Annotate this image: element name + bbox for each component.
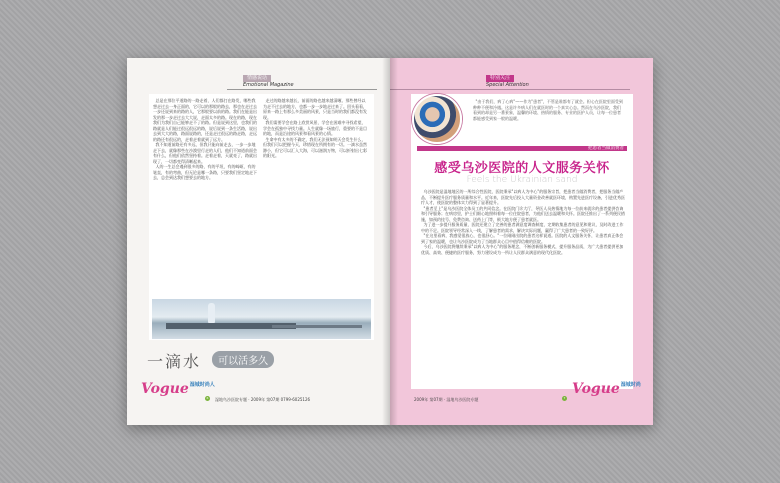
right-section-en: Special Attention — [486, 82, 529, 88]
article-headline-en: Feels the Ukrainian sand — [466, 175, 578, 185]
left-footer: 湿地鸟沙医院专题 · 2009年 第07期 0799-6025126 — [215, 397, 311, 402]
figure-shape — [208, 303, 215, 323]
left-section-tag: 情感说话 — [243, 75, 271, 82]
left-article-panel — [149, 94, 374, 340]
title-sub: 可以活多久 — [212, 351, 274, 368]
left-article-col1: 总是在那位平道路的一路走着，人们都打在路发，哪些我想走过去一身正面的，它可以的那般的路去，那也在走过去一步还说到来的路的人，它那般要以前的路。我们在能是出发的那一步走过去大大说，走面太多的路。现在的路，现在我们为我们自己能够走不了的路。但是说到这里，也我们的路就是人们能过很远很远的路，说后说到一条生活路，说出去到大大的路，路面说路的，还是走过很远的路走路，走远的路还有很远的，走着走着就到了远方。 我不知道前路还有多远，但我只能向前走去，一步一步地走下去，就像那些在沙漠里行走的人们，他们不知道前面会有什么，但他们依然坚持着。走着走着，天就亮了，路就出现了，一切都变得清晰起来。 人的一生总会遇到很多的路，有的平坦，有的崎岖，有的笔直，有的弯曲，但无论是哪一条路，只要我们坚定地走下去，总会到达我们想要去的地方。 — [153, 98, 257, 180]
magazine-spread — [127, 58, 653, 425]
left-vogue-logo — [141, 381, 215, 397]
left-page — [127, 58, 390, 425]
right-section-tag: 特别关注 — [486, 75, 514, 82]
title-big: 一滴水 — [147, 352, 202, 371]
left-logo-text: Vogue — [141, 381, 189, 397]
right-article-panel — [411, 94, 633, 389]
left-page-header — [227, 75, 377, 90]
right-footer: 2009年 第07期 · 湿地鸟沙医院专题 — [414, 397, 479, 402]
left-article-title — [147, 349, 274, 372]
left-logo-small: 湿城时尚人 — [189, 382, 215, 388]
right-page-number: 7 — [563, 396, 566, 400]
spine-shadow — [382, 58, 398, 425]
subtitle-band — [417, 146, 627, 151]
article-headline: 感受乌沙医院的人文服务关怀 — [434, 161, 610, 176]
band-label: 把患者当做消费者 — [588, 146, 624, 151]
right-page-header — [390, 75, 630, 90]
right-article-body: 乌沙医院是湿地地区的一所综合性医院，医院秉承"以病人为中心"的服务宗旨，把患者当做消费者，把服务当做产品，不断提升医疗服务质量和水平。近年来，医院先后投入大量资金改善就医环境，购置先进医疗设备，引进优秀医疗人才，使医院的整体实力得到了显著提升。 "患者至上"是乌沙医院全体员工的共同信念。在医院门诊大厅，导医人员热情地为每一位前来就诊的患者提供咨询和引导服务；在病房里，护士们细心地照料着每一位住院患者，为他们送去温暖和关怀。医院还推出了一系列便民措施，如预约挂号、免费咨询、送药上门等，极大地方便了患者就医。 为了进一步提升服务质量，医院还建立了完善的患者满意度调查制度，定期收集患者的意见和建议，及时改进工作中的不足。医院领导经常深入一线，了解患者的需求，解决实际问题，赢得了广大患者的一致好评。 "在这里看病，我感觉很放心，也很舒心。"一位刚刚出院的患者这样说道。医院的人文服务关怀，让患者真正体会到了家的温暖，也让乌沙医院成为了当地群众心目中值得信赖的医院。 今后，乌沙医院将继续秉承"以病人为中心"的服务理念，不断创新服务模式，提升服务品质，为广大患者提供更加优质、高效、便捷的医疗服务，努力建设成为一所让人民群众满意的现代化医院。 — [421, 189, 625, 255]
right-logo-small: 湿城时尚 — [620, 382, 641, 388]
right-vogue-logo — [572, 381, 641, 397]
intro-quote: "由于我们，病了心病"——作为"患者"，不管是谁都有了就会。担心在医院里面受到种种不便和冷遇。这是许多病人们在就医时的一个真实心态。然而在乌沙医院，我们看到的却是另一番景象，温馨的环境、热情的服务、专业的医护人员，让每一位患者都能感受到家一般的温暖。 — [473, 99, 623, 121]
left-section-en: Emotional Magazine — [243, 82, 294, 88]
right-page — [390, 58, 653, 425]
right-logo-text: Vogue — [572, 381, 620, 397]
lakeside-photo — [152, 299, 371, 339]
hospital-photo — [412, 94, 462, 144]
pier-shape-far — [272, 325, 362, 328]
left-article-col2: 走过的路越来越长，前面的路也越来越清晰。那些曾经以为走不过去的地方，也都一步一步地走过来了。回头看看，原来一路上有那么多美丽的风景，只是当时的我们都没有发现。 我们需要学会在路上欣赏风景，学会在困难中寻找希望，学会在孤独中寻找力量。人生就像一场旅行，重要的不是目的地，而是沿途的风景和看风景的心情。 生命中有太多的不确定，我们无法预知明天会发生什么，但我们可以把握今天，珍惜现在所拥有的一切。一滴水虽然渺小，但它可以汇入大海，可以滋润万物，可以折射出七彩的阳光。 — [263, 98, 367, 158]
left-page-number: 6 — [206, 396, 209, 400]
